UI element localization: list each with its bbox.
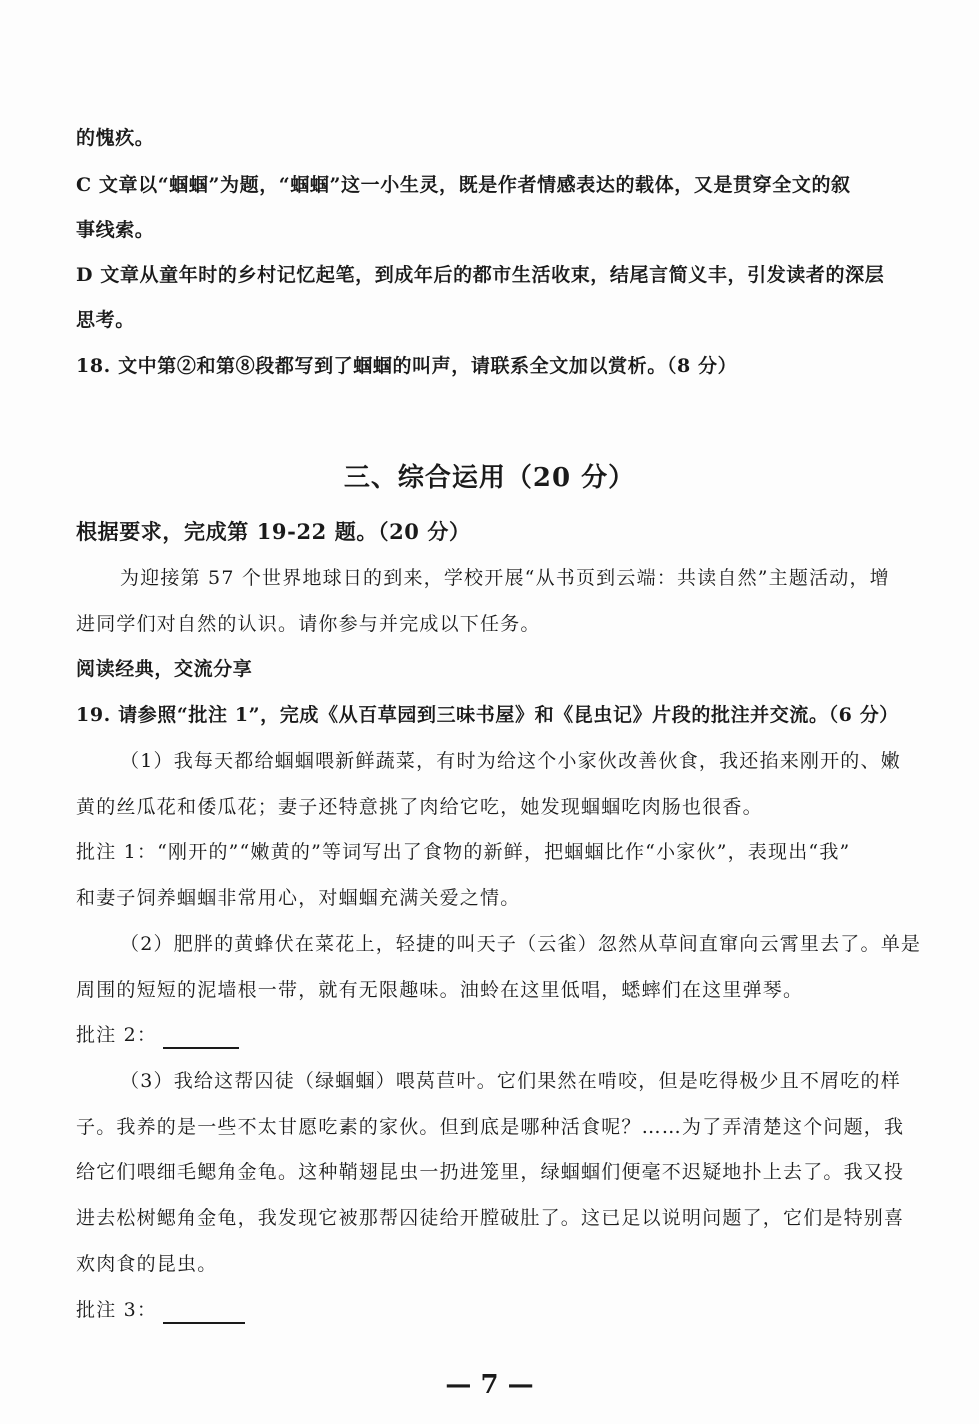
excerpt-3-line-3: 给它们喂细毛鳃角金龟。这种鞘翅昆虫一扔进笼里，绿蝈蝈们便毫不迟疑地扑上去了。我又投: [76, 1161, 905, 1183]
annotation-2: [76, 1021, 915, 1049]
annotation-1-line-2: 和妻子饲养蝈蝈非常用心，对蝈蝈充满关爱之情。: [76, 887, 521, 909]
excerpt-2-line-2: 周围的短短的泥墙根一带，就有无限趣味。油蛉在这里低唱，蟋蟀们在这里弹琴。: [76, 979, 804, 1001]
excerpt-3-line-4: 进去松树鳃角金龟，我发现它被那帮囚徒给开膛破肚了。这已足以说明问题了，它们是特别喜: [76, 1207, 905, 1229]
excerpt-1-line-1: （1）我每天都给蝈蝈喂新鲜蔬菜，有时为给这个小家伙改善伙食，我还掐来刚开的、嫩: [120, 750, 901, 772]
section-title: 三、综合运用（20 分）: [343, 463, 636, 493]
annotation-1-line-1: 批注 1：“刚开的”“嫩黄的”等词写出了食物的新鲜，把蝈蝈比作“小家伙”，表现出“我”: [76, 841, 851, 863]
option-d-line-1: D 文章从童年时的乡村记忆起笔，到成年后的都市生活收束，结尾言简义丰，引发读者的深层: [76, 264, 885, 286]
excerpt-3-line-5: 欢肉食的昆虫。: [76, 1253, 218, 1275]
annotation-2-blank[interactable]: [163, 1025, 239, 1049]
option-c-line-2: 事线索。: [76, 219, 155, 241]
activity-intro-line-1: 为迎接第 57 个世界地球日的到来，学校开展“从书页到云端：共读自然”主题活动，增: [120, 567, 890, 589]
question-19: 19. 请参照“批注 1”，完成《从百草园到三味书屋》和《昆虫记》片段的批注并交流。（6 分）: [76, 704, 899, 726]
option-c-line-1: C 文章以“蝈蝈”为题，“蝈蝈”这一小生灵，既是作者情感表达的载体，又是贯穿全文的叙: [76, 174, 851, 196]
annotation-3: [76, 1296, 915, 1324]
excerpt-3-line-1: （3）我给这帮囚徒（绿蝈蝈）喂莴苣叶。它们果然在啃咬，但是吃得极少且不屑吃的样: [120, 1070, 901, 1092]
question-18: 18. 文中第②和第⑧段都写到了蝈蝈的叫声，请联系全文加以赏析。（8 分）: [76, 355, 738, 377]
page-number: — 7 —: [445, 1370, 534, 1400]
annotation-3-blank[interactable]: [163, 1300, 245, 1324]
annotation-3-label: 批注 3：: [76, 1299, 158, 1321]
annotation-2-label: 批注 2：: [76, 1024, 158, 1046]
section-instruction: 根据要求，完成第 19-22 题。（20 分）: [76, 519, 471, 544]
excerpt-2-line-1: （2）肥胖的黄蜂伏在菜花上，轻捷的叫天子（云雀）忽然从草间直窜向云霄里去了。单是: [120, 933, 922, 955]
excerpt-1-line-2: 黄的丝瓜花和倭瓜花；妻子还特意挑了肉给它吃，她发现蝈蝈吃肉肠也很香。: [76, 796, 763, 818]
option-d-line-2: 思考。: [76, 309, 135, 331]
task-heading: 阅读经典，交流分享: [76, 658, 253, 680]
excerpt-3-line-2: 子。我养的是一些不太甘愿吃素的家伙。但到底是哪种活食呢？……为了弄清楚这个问题，我: [76, 1116, 905, 1138]
activity-intro-line-2: 进同学们对自然的认识。请你参与并完成以下任务。: [76, 613, 541, 635]
option-b-tail: 的愧疚。: [76, 127, 155, 149]
